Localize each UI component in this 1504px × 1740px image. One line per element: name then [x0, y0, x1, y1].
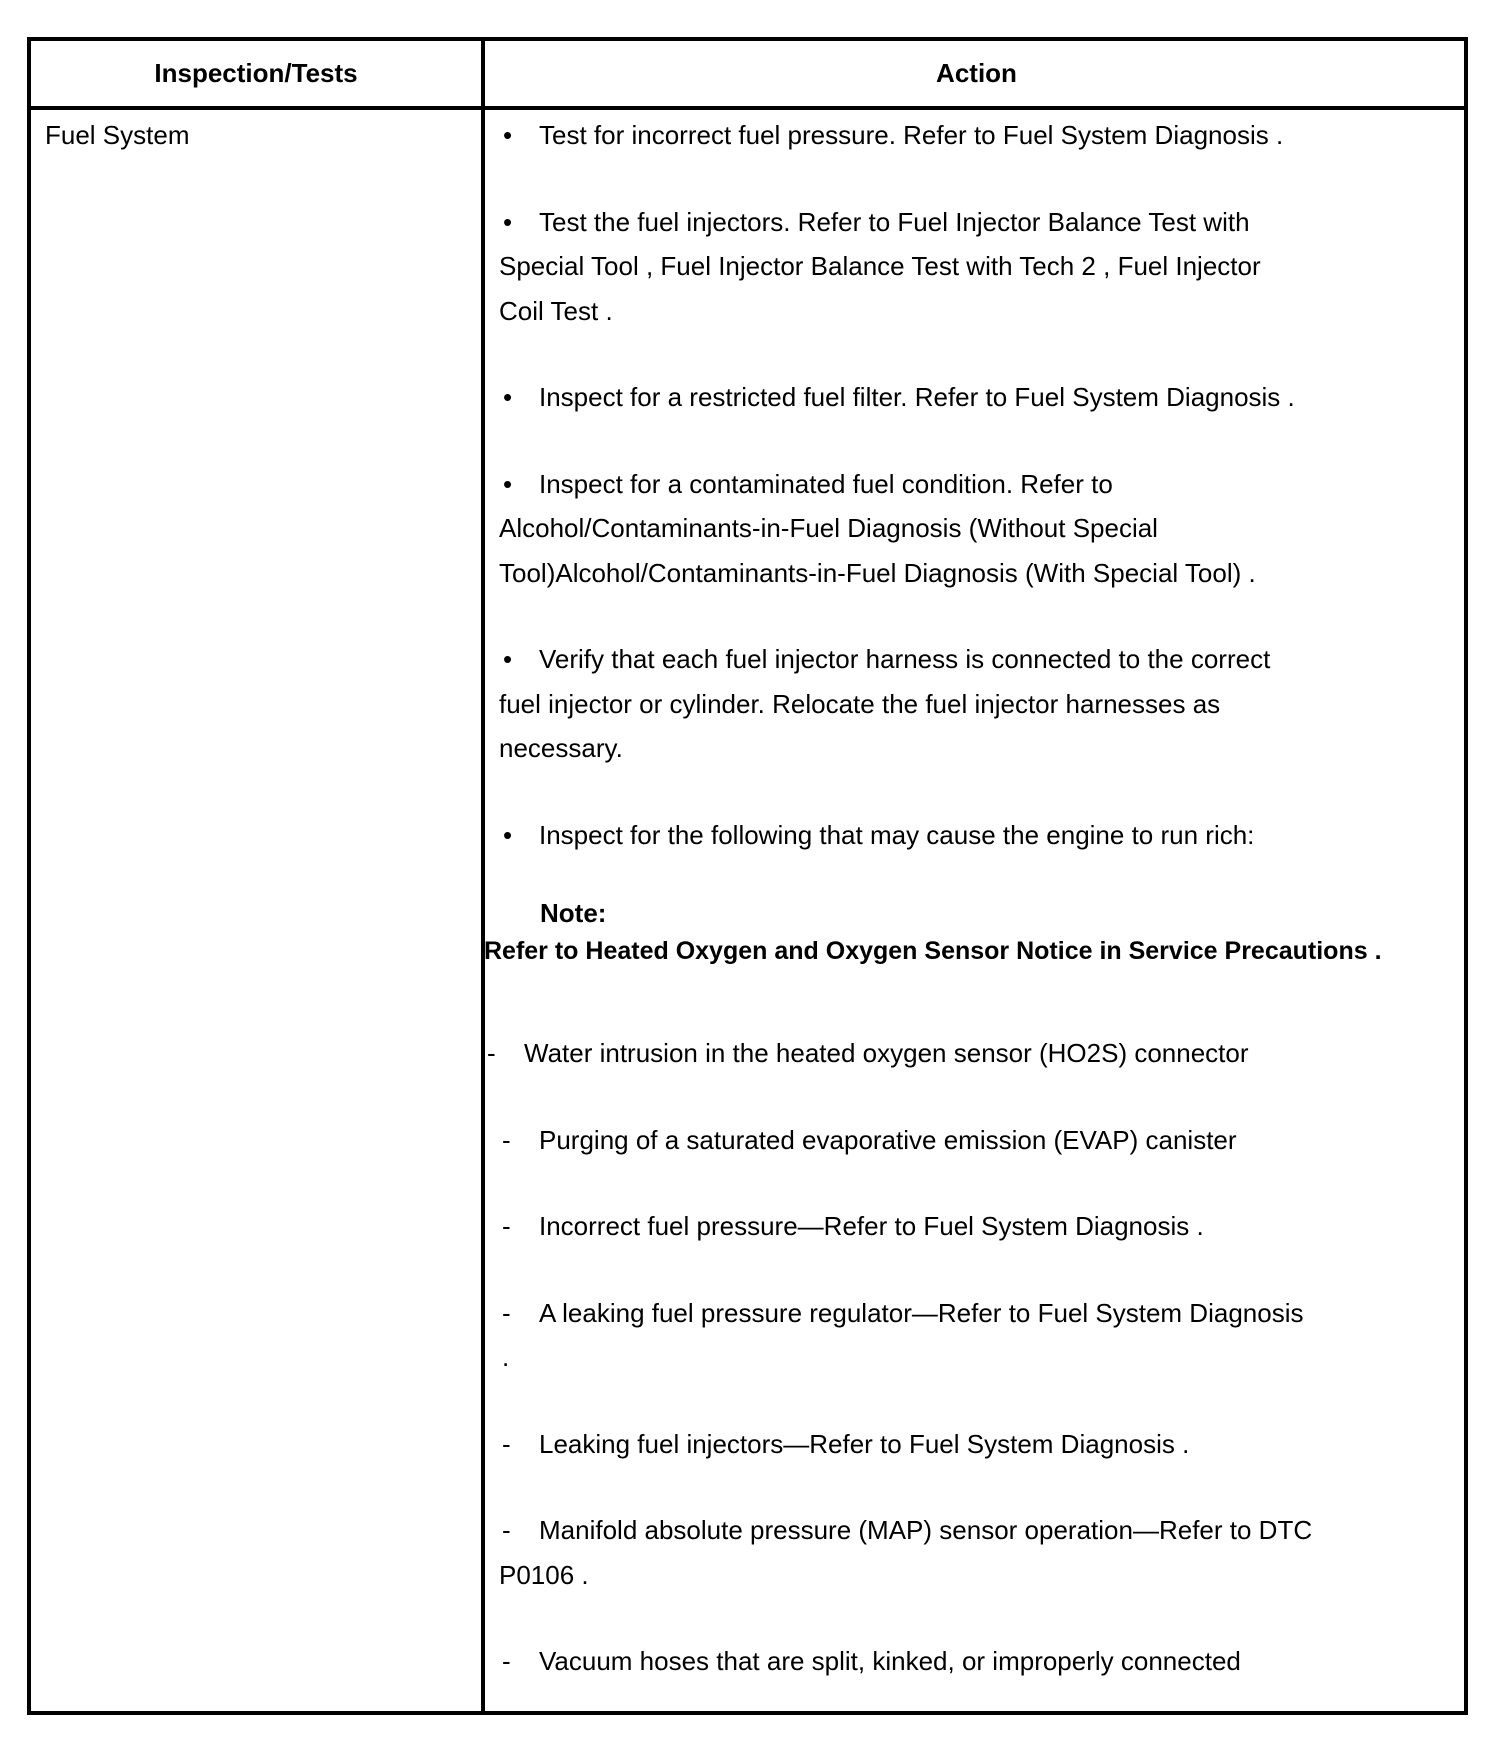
- sub-item: - Water intrusion in the heated oxygen sensor (HO2S) connector: [484, 1031, 1399, 1076]
- bullet-icon: •: [503, 206, 513, 237]
- sub-item: - Vacuum hoses that are split, kinked, or improperly connected: [499, 1639, 1399, 1684]
- sub-item: - Manifold absolute pressure (MAP) sensor operation—Refer to DTC P0106 .: [499, 1508, 1399, 1597]
- inspection-cell: Fuel System: [45, 120, 190, 150]
- header-divider: [31, 106, 1464, 110]
- dash-icon: -: [502, 1515, 511, 1545]
- diagnostic-table: [27, 37, 1468, 1715]
- dash-icon: -: [502, 1211, 511, 1241]
- dash-icon: -: [502, 1297, 511, 1328]
- column-divider: [481, 41, 485, 1711]
- dash-icon: -: [502, 1646, 511, 1676]
- note-text: Refer to Heated Oxygen and Oxygen Sensor Notice in Service Precautions .: [484, 937, 1382, 965]
- note-block: [484, 891, 1399, 1031]
- bullet-icon: •: [503, 819, 513, 850]
- note-label: Note:: [540, 898, 607, 928]
- sub-item: - Purging of a saturated evaporative emission (EVAP) canister: [499, 1118, 1399, 1163]
- sub-item: - A leaking fuel pressure regulator—Refer to Fuel System Diagnosis .: [499, 1291, 1399, 1380]
- action-item: • Inspect for a restricted fuel filter. Refer to Fuel System Diagnosis .: [499, 375, 1399, 420]
- action-item: • Test for incorrect fuel pressure. Refer to Fuel System Diagnosis .: [499, 113, 1399, 158]
- dash-icon: -: [487, 1038, 496, 1068]
- bullet-icon: •: [503, 382, 513, 412]
- bullet-icon: •: [503, 644, 513, 674]
- header-action: Action: [936, 58, 1017, 88]
- sub-item: - Leaking fuel injectors—Refer to Fuel System Diagnosis .: [499, 1422, 1399, 1467]
- header-inspection-tests: Inspection/Tests: [154, 58, 358, 88]
- sub-item: - Incorrect fuel pressure—Refer to Fuel System Diagnosis .: [499, 1204, 1399, 1249]
- action-item: • Test the fuel injectors. Refer to Fuel Injector Balance Test with Special Tool , Fuel Injector Balance Test with Tech 2 , Fuel Injector Coil Test .: [499, 200, 1399, 334]
- action-item: • Inspect for the following that may cause the engine to run rich:: [499, 813, 1399, 858]
- action-cell: [484, 113, 1399, 1715]
- action-item: • Inspect for a contaminated fuel condition. Refer to Alcohol/Contaminants-in-Fuel Diagnosis (Without Special Tool)Alcohol/Contaminants-in-Fuel Diagnosis (With Special Tool) .: [499, 462, 1399, 596]
- bullet-icon: •: [503, 120, 513, 150]
- dash-icon: -: [502, 1124, 511, 1155]
- bullet-icon: •: [503, 468, 513, 499]
- action-item: • Verify that each fuel injector harness is connected to the correct fuel injector or cylinder. Relocate the fuel injector harnesses as necessary.: [499, 637, 1399, 771]
- dash-icon: -: [502, 1428, 511, 1459]
